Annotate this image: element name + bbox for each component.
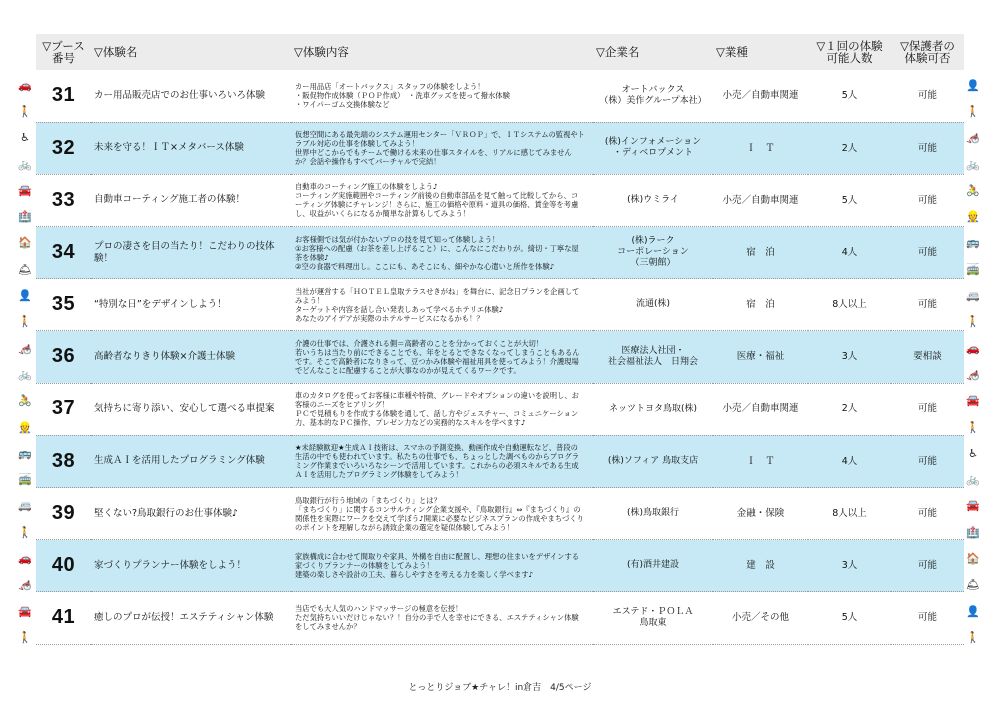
table-row xyxy=(36,70,964,122)
header-booth-number: ▽ブース 番号 xyxy=(36,34,91,70)
booth-number: 39 xyxy=(36,488,91,540)
experience-title: 生成ＡＩを活用したプログラミング体験 xyxy=(91,435,291,487)
pictogram-icon: 🚘 xyxy=(966,499,980,513)
experience-content: 当社が運営する「ＨＯＴＥＬ皇取テラスせきがね」を舞台に、記念日プランを企画してみよう！ ターゲットや内容を話し合い発表しあって学べるホテリエ体験♪ あなたのアイデアが実際のホテルサービスになるかも！？ xyxy=(291,279,593,331)
pictogram-icon: 🦽 xyxy=(18,578,32,592)
company-name: (株)ソフィア 鳥取支店 xyxy=(593,435,713,487)
company-name: ネッツトヨタ鳥取(株) xyxy=(593,383,713,435)
pictogram-icon: 🚴 xyxy=(966,183,980,197)
pictogram-icon: 🚲 xyxy=(18,157,32,171)
booth-number: 38 xyxy=(36,435,91,487)
booth-number: 31 xyxy=(36,70,91,122)
company-name: 医療法人社団・ 社会福祉法人 日翔会 xyxy=(593,331,713,383)
capacity: 8人以上 xyxy=(808,279,891,331)
booth-number: 32 xyxy=(36,122,91,174)
pictogram-icon: 🚶 xyxy=(18,315,32,329)
pictogram-icon: 🚶 xyxy=(18,104,32,118)
experience-title: カー用品販売店でのお仕事いろいろ体験 xyxy=(91,70,291,122)
industry: Ｉ Ｔ xyxy=(713,435,808,487)
header-guardian: ▽保護者の 体験可否 xyxy=(891,34,964,70)
capacity: 4人 xyxy=(808,435,891,487)
pictogram-icon: 🚌 xyxy=(966,236,980,250)
industry: 小売／自動車関連 xyxy=(713,70,808,122)
guardian-availability: 要相談 xyxy=(891,331,964,383)
table-row xyxy=(36,435,964,487)
pictogram-icon: 🚐 xyxy=(18,499,32,513)
experience-title: 癒しのプロが伝授！エステティシャン体験 xyxy=(91,592,291,644)
table-row xyxy=(36,279,964,331)
experience-content: 仮想空間にある最先端のシステム運用センター「ＶＲＯＰ」で、ＩＴシステムの監視やトラブル対応の仕事を体験してみよう！ 世界中どこからでもチームで働ける未来の仕事スタイルを、リアルに感じてみませんか？会話や操作もすべてバーチャルで完結！ xyxy=(291,122,593,174)
company-name: (株)インフォメーション ・ディベロプメント xyxy=(593,122,713,174)
experience-content: 介護の仕事では、介護される側＝高齢者のことを分かっておくことが大切！ 若いうちは当たり前にできることでも、年をとるとできなくなってしまうこともあるんです。そこで高齢者になりきって、豆つかみ体験や福祉用具を使ってみよう！介護現場でどんなことに配慮することが大事なのかが見えてくるワークです。 xyxy=(291,331,593,383)
guardian-availability: 可能 xyxy=(891,383,964,435)
company-name: (有)酒井建設 xyxy=(593,540,713,592)
header-capacity: ▽１回の体験 可能人数 xyxy=(808,34,891,70)
capacity: 3人 xyxy=(808,331,891,383)
company-name: (株)ウミライ xyxy=(593,174,713,226)
pictogram-icon: 🚘 xyxy=(18,183,32,197)
capacity: 8人以上 xyxy=(808,488,891,540)
header-industry: ▽業種 xyxy=(713,34,808,70)
experience-title: 家づくりプランナー体験をしよう！ xyxy=(91,540,291,592)
booth-number: 35 xyxy=(36,279,91,331)
pictogram-icon: 🚲 xyxy=(966,157,980,171)
industry: 建 設 xyxy=(713,540,808,592)
pictogram-icon: 🏥 xyxy=(18,210,32,224)
industry: 宿 泊 xyxy=(713,227,808,279)
pictogram-icon: 🏥 xyxy=(966,525,980,539)
left-decoration-column xyxy=(14,72,36,651)
table-row xyxy=(36,122,964,174)
guardian-availability: 可能 xyxy=(891,488,964,540)
experience-title: プロの凄さを目の当たり！こだわりの技体験！ xyxy=(91,227,291,279)
company-name: (株)ラーク コーポレーション （三朝館） xyxy=(593,227,713,279)
table-row xyxy=(36,592,964,644)
pictogram-icon: 🚶 xyxy=(18,630,32,644)
experience-content: 車のカタログを使ってお客様に車種や特徴、グレードやオプションの違いを説明し、お客様のニーズをヒアリング！ ＰＣで見積もりを作成する体験を通して、話し方やジェスチャー、コミュニケーション力、基本的なＰＣ操作、プレゼン力などの実務的なスキルを学べます♪ xyxy=(291,383,593,435)
table-header-row xyxy=(36,34,964,70)
experience-content: お客様側では気が付かないプロの技を見て知って体験しよう！ ①お客様への配慮（お茶を差し上げること）に、こんなにこだわりが。綺切・丁寧な屋茶を体験♪ ②空の食器で料理出し。ここにも、あそこにも、細やかな心遣いと所作を体験♪ xyxy=(291,227,593,279)
booth-number: 40 xyxy=(36,540,91,592)
company-name: (株)鳥取銀行 xyxy=(593,488,713,540)
experience-title: 高齢者なりきり体験×介護士体験 xyxy=(91,331,291,383)
industry: 小売／その他 xyxy=(713,592,808,644)
capacity: 5人 xyxy=(808,70,891,122)
pictogram-icon: 🦽 xyxy=(18,341,32,355)
pictogram-icon: 🚘 xyxy=(18,604,32,618)
table-row xyxy=(36,174,964,226)
company-name: オートバックス （株）美作グループ本社） xyxy=(593,70,713,122)
experience-content: ★未経験歓迎★生成ＡＩ技術は、スマホの予測変換、動画作成や自動運転など、普段の生活の中でも使われています。私たちの仕事でも、ちょっとした調べものからプログラミング作業までいろいろなシーンで活用しています。これからの必須スキルである生成ＡＩを活用したプログラミング体験をしてみよう！ xyxy=(291,435,593,487)
pictogram-icon: 🚶 xyxy=(966,630,980,644)
capacity: 4人 xyxy=(808,227,891,279)
pictogram-icon: 🚗 xyxy=(18,551,32,565)
header-experience-content: ▽体験内容 xyxy=(291,34,593,70)
pictogram-icon: 👤 xyxy=(966,78,980,92)
pictogram-icon: 🚐 xyxy=(966,289,980,303)
pictogram-icon: 🚲 xyxy=(966,473,980,487)
company-name: エステド・ＰＯＬＡ 鳥取東 xyxy=(593,592,713,644)
guardian-availability: 可能 xyxy=(891,227,964,279)
pictogram-icon: 🚶 xyxy=(966,315,980,329)
pictogram-icon: 🚎 xyxy=(18,473,32,487)
booth-number: 36 xyxy=(36,331,91,383)
page-footer: とっとりジョブ★チャレ！in倉吉 4/5ページ xyxy=(408,683,592,693)
header-company: ▽企業名 xyxy=(593,34,713,70)
industry: 小売／自動車関連 xyxy=(713,383,808,435)
pictogram-icon: 🚌 xyxy=(18,446,32,460)
industry: 小売／自動車関連 xyxy=(713,174,808,226)
pictogram-icon: 👤 xyxy=(966,604,980,618)
pictogram-icon: 👷 xyxy=(18,420,32,434)
pictogram-icon: 🦽 xyxy=(966,367,980,381)
pictogram-icon: 🚶 xyxy=(18,525,32,539)
guardian-availability: 可能 xyxy=(891,592,964,644)
industry: 金融・保険 xyxy=(713,488,808,540)
pictogram-icon: 🛎 xyxy=(18,262,32,276)
table-row xyxy=(36,488,964,540)
pictogram-icon: 👤 xyxy=(18,289,32,303)
header-experience-title: ▽体験名 xyxy=(91,34,291,70)
pictogram-icon: 👷 xyxy=(966,210,980,224)
booth-table xyxy=(36,34,964,645)
experience-title: 自動車コーティング施工者の体験！ xyxy=(91,174,291,226)
industry: 宿 泊 xyxy=(713,279,808,331)
experience-content: 当店でも大人気のハンドマッサージの極意を伝授！ ただ気持ちいいだけじゃない？！自分の手で人を幸せにできる、エステティシャン体験をしてみませんか？ xyxy=(291,592,593,644)
experience-title: 未来を守る！ＩＴ×メタバース体験 xyxy=(91,122,291,174)
pictogram-icon: 🚗 xyxy=(18,78,32,92)
pictogram-icon: 🚴 xyxy=(18,394,32,408)
pictogram-icon: ♿ xyxy=(20,131,30,145)
experience-title: “特別な日”をデザインしよう！ xyxy=(91,279,291,331)
industry: 医療・福祉 xyxy=(713,331,808,383)
pictogram-icon: 🛎 xyxy=(966,578,980,592)
guardian-availability: 可能 xyxy=(891,122,964,174)
booth-number: 34 xyxy=(36,227,91,279)
booth-number: 41 xyxy=(36,592,91,644)
industry: Ｉ Ｔ xyxy=(713,122,808,174)
pictogram-icon: 🦽 xyxy=(966,131,980,145)
experience-title: 堅くない?鳥取銀行のお仕事体験♪ xyxy=(91,488,291,540)
capacity: 2人 xyxy=(808,383,891,435)
guardian-availability: 可能 xyxy=(891,435,964,487)
table-row xyxy=(36,540,964,592)
pictogram-icon: 🚶 xyxy=(966,420,980,434)
pictogram-icon: 🏠 xyxy=(966,551,980,565)
pictogram-icon: 🚘 xyxy=(966,394,980,408)
pictogram-icon: ♿ xyxy=(968,446,978,460)
pictogram-icon: 🚗 xyxy=(966,341,980,355)
guardian-availability: 可能 xyxy=(891,279,964,331)
pictogram-icon: 🚲 xyxy=(18,367,32,381)
capacity: 5人 xyxy=(808,174,891,226)
table-row xyxy=(36,331,964,383)
capacity: 2人 xyxy=(808,122,891,174)
table-row xyxy=(36,227,964,279)
company-name: 流通(株) xyxy=(593,279,713,331)
pictogram-icon: 🏠 xyxy=(18,236,32,250)
table-row xyxy=(36,383,964,435)
experience-content: 家族構成に合わせて間取りや家具、外構を自由に配置し、理想の住まいをデザインする家づくりプランナーの体験をしてみよう！ 建築の楽しさや設計の工夫、暮らしやすさを考える力を楽しく学べます♪ xyxy=(291,540,593,592)
booth-number: 33 xyxy=(36,174,91,226)
experience-title: 気持ちに寄り添い、安心して選べる車提案 xyxy=(91,383,291,435)
capacity: 5人 xyxy=(808,592,891,644)
guardian-availability: 可能 xyxy=(891,540,964,592)
booth-table-sheet xyxy=(36,34,964,645)
guardian-availability: 可能 xyxy=(891,174,964,226)
experience-content: 鳥取銀行が行う地域の「まちづくり」とは？ 「まちづくり」に関するコンサルティング企業支援や、『鳥取銀行』⇔『まちづくり』の関係性を実際にワークを交えて学ぼう♪開業に必要なビジネスプランの作成やまちづくりのポイントを理解しながら誘致企業の選定を疑似体験してみよう！ xyxy=(291,488,593,540)
guardian-availability: 可能 xyxy=(891,70,964,122)
experience-content: 自動車のコーティング施工の体験をしよう♪ コーティング実施範囲やコーティング前後の自動車部品を見て触って比較してから、コーティング体験にチャレンジ！さらに、施工の価格や原料・道具の価格、賃金等を考慮し、収益がいくらになるか簡単な計算もしてみよう！ xyxy=(291,174,593,226)
pictogram-icon: 🚶 xyxy=(966,104,980,118)
pictogram-icon: 🚎 xyxy=(966,262,980,276)
right-decoration-column xyxy=(962,72,984,651)
capacity: 3人 xyxy=(808,540,891,592)
booth-number: 37 xyxy=(36,383,91,435)
experience-content: カー用品店「オートバックス」スタッフの体験をしよう！ ・販促物作成体験（ＰＯＰ作成） ・洗車グッズを使って撥水体験 ・ワイパーゴム交換体験など xyxy=(291,70,593,122)
